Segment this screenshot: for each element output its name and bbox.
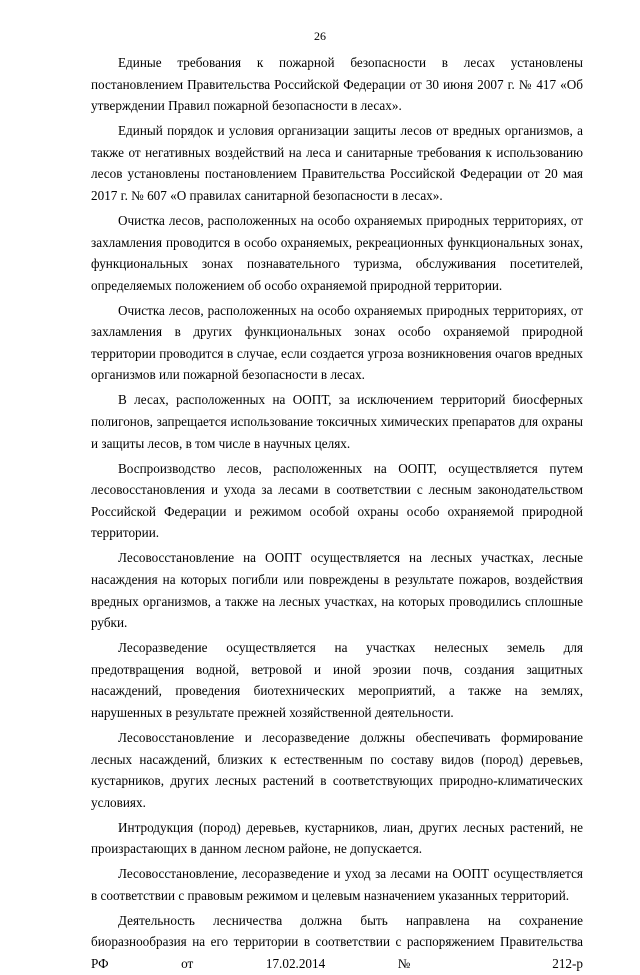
paragraph-reforestation: Лесовосстановление на ООПТ осуществляется на лесных участках, лесные насаждения на которых погибли или повреждены в результате пожаров, воздействия вредных организмов, а также на лесных участках, на которых проводились сплошные рубки. [91, 550, 583, 631]
document-body [91, 52, 583, 975]
paragraph-legal-regime: Лесовосстановление, лесоразведение и уход за лесами на ООПТ осуществляется в соответствии с правовым режимом и целевым назначением указанных территорий. [91, 866, 583, 903]
paragraph-afforestation: Лесоразведение осуществляется на участках нелесных земель для предотвращения водной, ветровой и иной эрозии почв, создания защитных насаждений, проведения биотехнических мероприятий, а также на землях, нарушенных в результате прежней хозяйственной деятельности. [91, 640, 583, 720]
paragraph-forest-protection: Единый порядок и условия организации защиты лесов от вредных организмов, а также от негативных воздействий на леса и санитарные требования к использованию лесов установлены постановлением Правительства Российской Федерации от 20 мая 2017 г. № 607 «О правилах санитарной безопасности в лесах». [91, 123, 583, 203]
paragraph-biodiversity: Деятельность лесничества должна быть направлена на сохранение биоразнообразия на его территории в соответствии с распоряжением Правительства РФ от 17.02.2014 № 212-р [91, 912, 583, 972]
paragraph-stand-formation: Лесовосстановление и лесоразведение должны обеспечивать формирование лесных насаждений, близких к естественным по составу видов (пород) деревьев, кустарников, других лесных растений в соответствующих природно-климатических условиях. [91, 729, 583, 810]
paragraph-introduction-ban: Интродукция (пород) деревьев, кустарников, лиан, других лесных растений, не произрастающих в данном лесном районе, не допускается. [91, 819, 583, 857]
paragraph-fire-safety: Единые требования к пожарной безопасности в лесах установлены постановлением Правительства Российской Федерации от 30 июня 2007 г. № 417 «Об утверждении Правил пожарной безопасности в лесах». [91, 55, 583, 114]
paragraph-cleaning-other-zones: Очистка лесов, расположенных на особо охраняемых природных территориях, от захламления в других функциональных зонах особо охраняемой природной территории проводится в случае, если создается угроза возникновения очагов вредных организмов или пожарной безопасности в лесах. [91, 302, 583, 383]
paragraph-toxic-chemicals-ban: В лесах, расположенных на ООПТ, за исключением территорий биосферных полигонов, запрещается использование токсичных химических препаратов для охраны и защиты лесов, в том числе в научных целях. [91, 392, 583, 451]
paragraph-cleaning-recreation-zones: Очистка лесов, расположенных на особо охраняемых природных территориях, от захламления проводится в особо охраняемых, рекреационных функциональных зонах, функциональных зонах познавательного туризма, обслуживания посетителей, определяемых положением об особо охраняемой природной территории. [91, 212, 583, 293]
page-number: 26 [314, 29, 326, 43]
paragraph-forest-reproduction: Воспроизводство лесов, расположенных на ООПТ, осуществляется путем лесовосстановления и ухода за лесами в соответствии с лесным законодательством Российской Федерации и режимом особой охраны особо охраняемой природной территории. [91, 460, 583, 541]
